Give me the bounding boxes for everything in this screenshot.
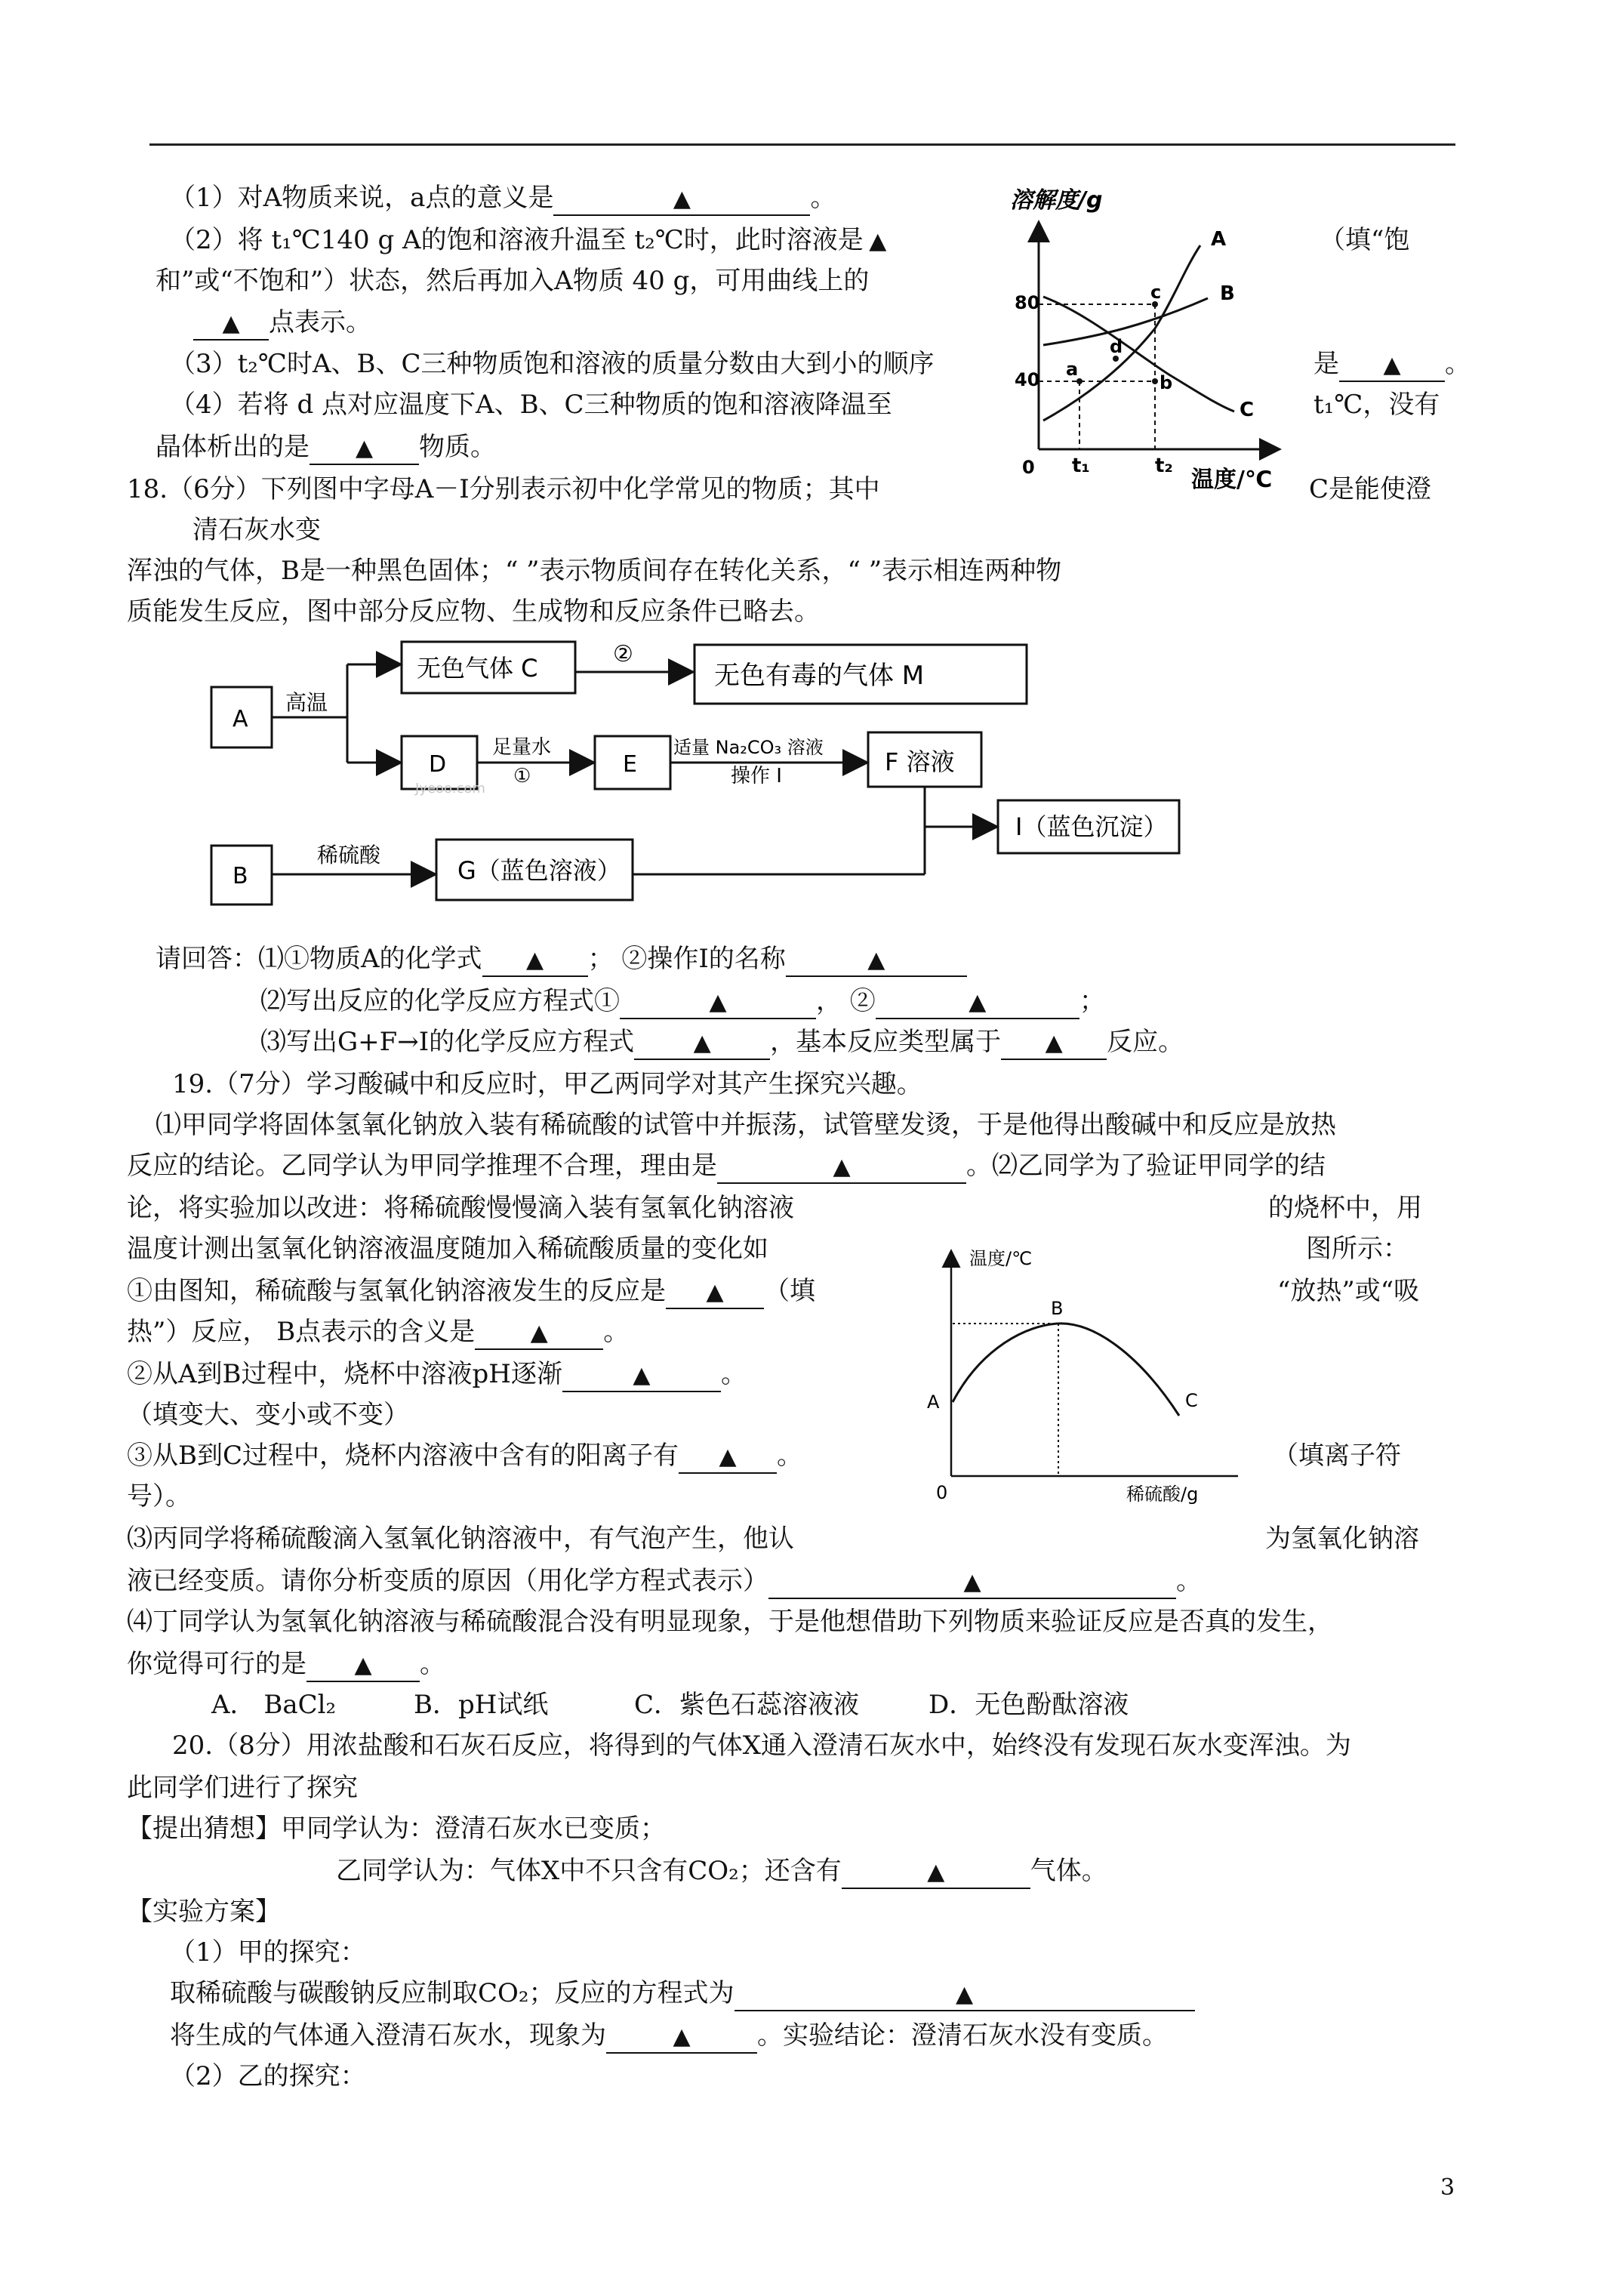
answer-blank[interactable]: ▲ <box>876 989 1079 1019</box>
curve-b <box>1043 298 1208 345</box>
q19-line9: （填变大、变小或不变） <box>127 1400 409 1430</box>
chart-ylabel: 溶解度/g <box>1010 187 1103 214</box>
q20-part1-line2: 将生成的气体通入澄清石灰水，现象为 ▲ 。实验结论：澄清石灰水没有变质。 <box>170 2019 1168 2054</box>
label-circ1: ① <box>513 765 531 787</box>
answer-blank[interactable]: ▲ <box>310 435 419 465</box>
q19-line6: ①由图知，稀硫酸与氢氧化钠溶液发生的反应是 ▲ （填 <box>127 1274 815 1309</box>
label-d: d <box>1110 336 1123 357</box>
q18-stem-line3: 浑浊的气体，B是一种黑色固体；“ ”表示物质间存在转化关系，“ ”表示相连两种物 <box>127 556 1062 586</box>
answer-blank[interactable]: ▲ <box>1339 352 1445 382</box>
q18-stem-line1: 18.（6分）下列图中字母A－I分别表示初中化学常见的物质；其中 <box>127 474 880 504</box>
label-C: C <box>1185 1390 1198 1411</box>
q20-hypothesis-2: 乙同学认为：气体X中不只含有CO₂；还含有 ▲ 气体。 <box>336 1854 1107 1889</box>
label-M: 无色有毒的气体 M <box>714 661 925 691</box>
answer-blank[interactable]: ▲ <box>634 1030 770 1060</box>
q18-stem-line2: 清石灰水变 <box>192 515 321 545</box>
y-tick-40: 40 <box>1015 369 1040 390</box>
q19-line2: ⑴甲同学将固体氢氧化钠放入装有稀硫酸的试管中并振荡，试管壁发烫，于是他得出酸碱中和反应是放热 <box>156 1110 1336 1140</box>
answer-blank[interactable]: ▲ <box>786 947 967 977</box>
answer-blank[interactable]: ▲ <box>620 989 816 1019</box>
q18-stem-right: C是能使澄 <box>1309 474 1432 504</box>
q19-line15: 你觉得可行的是 ▲ 。 <box>127 1647 445 1682</box>
answer-blank[interactable]: ▲ <box>869 228 887 254</box>
q19-line13: 液已经变质。请你分析变质的原因（用化学方程式表示） ▲ 。 <box>127 1564 1202 1599</box>
q17-part2-line2: 和”或“不饱和”）状态，然后再加入A物质 40 g，可用曲线上的 <box>156 266 870 296</box>
q19-line11: 号）。 <box>127 1481 191 1512</box>
y-tick-80: 80 <box>1015 292 1040 313</box>
q17-part4-right: t₁℃，没有 <box>1313 390 1440 420</box>
label-F: F 溶液 <box>885 747 955 776</box>
chart-xlabel: 温度/℃ <box>1191 467 1273 493</box>
q19-line10: ③从B到C过程中，烧杯内溶液中含有的阳离子有 ▲ 。 <box>127 1439 802 1474</box>
label-water: 足量水 <box>492 736 552 759</box>
q19-line8: ②从A到B过程中，烧杯中溶液pH逐渐 ▲ 。 <box>127 1358 747 1392</box>
answer-blank[interactable]: ▲ <box>193 310 269 341</box>
q18-answer3: ⑶写出G+F→I的化学反应方程式 ▲ ，基本反应类型属于 ▲ 反应。 <box>260 1025 1184 1060</box>
answer-blank[interactable]: ▲ <box>735 1981 1195 2011</box>
answer-blank[interactable]: ▲ <box>306 1652 420 1682</box>
q17-part2-line1: （2）将 t₁℃140 g A的饱和溶液升温至 t₂℃时，此时溶液是 ▲ <box>170 223 892 257</box>
point-b <box>1152 378 1158 384</box>
x-tick-t1: t₁ <box>1072 455 1090 477</box>
curve-label-A: A <box>1211 228 1227 251</box>
answer-blank[interactable]: ▲ <box>606 2023 757 2054</box>
label-B: B <box>1051 1298 1064 1319</box>
page-number: 3 <box>1440 2174 1455 2201</box>
temperature-curve <box>953 1324 1179 1416</box>
label-na2co3: 适量 Na₂CO₃ 溶液 <box>673 737 824 758</box>
label-E: E <box>623 751 637 778</box>
q18-answer2: ⑵写出反应的化学反应方程式① ▲ ， ② ▲ ； <box>260 985 1105 1019</box>
label-acid: 稀硫酸 <box>317 843 381 868</box>
q19-option-d[interactable]: D．无色酚酞溶液 <box>929 1690 1129 1720</box>
label-c: c <box>1150 282 1162 303</box>
curve-c <box>1043 297 1234 411</box>
q17-part4-line2: 晶体析出的是 ▲ 物质。 <box>156 430 496 465</box>
q20-plan-heading: 【实验方案】 <box>127 1897 281 1927</box>
label-b: b <box>1160 372 1173 393</box>
header-rule <box>149 143 1455 146</box>
chart-origin: 0 <box>936 1482 948 1503</box>
q19-line10-right: （填离子符 <box>1273 1441 1401 1471</box>
label-circ2: ② <box>613 641 633 667</box>
answer-blank[interactable]: ▲ <box>482 947 588 977</box>
q20-part1: （1）甲的探究： <box>170 1937 366 1968</box>
q17-part1: （1）对A物质来说，a点的意义是 ▲ 。 <box>170 181 836 216</box>
q19-option-c[interactable]: C．紫色石蕊溶液液 <box>634 1690 860 1720</box>
q18-answer1: 请回答：⑴①物质A的化学式 ▲ ； ②操作Ⅰ的名称 ▲ <box>156 942 967 977</box>
watermark: Jyeoo.com <box>415 781 485 797</box>
label-A: A <box>927 1391 940 1413</box>
label-B: B <box>233 863 248 889</box>
q17-part2-right: （填“饱 <box>1320 225 1410 255</box>
q19-line4-right: 的烧杯中，用 <box>1268 1193 1422 1223</box>
q19-line6-right: “放热”或“吸 <box>1277 1276 1420 1306</box>
temperature-chart <box>913 1227 1246 1510</box>
answer-blank[interactable]: ▲ <box>1001 1030 1107 1060</box>
answer-blank[interactable]: ▲ <box>768 1569 1176 1599</box>
label-I: I（蓝色沉淀） <box>1015 812 1168 841</box>
q17-part2-line3: ▲ 点表示。 <box>193 306 371 341</box>
x-tick-t2: t₂ <box>1155 455 1173 477</box>
label-a: a <box>1066 359 1079 380</box>
curve-label-B: B <box>1220 282 1235 305</box>
q19-line12: ⑶丙同学将稀硫酸滴入氢氧化钠溶液中，有气泡产生，他认 <box>127 1524 794 1554</box>
q19-line5: 温度计测出氢氧化钠溶液温度随加入稀硫酸质量的变化如 <box>127 1234 768 1264</box>
chart-origin: 0 <box>1022 457 1035 478</box>
q20-part2: （2）乙的探究： <box>170 2061 366 2091</box>
answer-blank[interactable]: ▲ <box>717 1154 966 1184</box>
q17-part3: （3）t₂℃时A、B、C三种物质饱和溶液的质量分数由大到小的顺序 <box>170 349 935 379</box>
q17-part3-right: 是 ▲ 。 <box>1313 347 1471 382</box>
q19-line14: ⑷丁同学认为氢氧化钠溶液与稀硫酸混合没有明显现象，于是他想借助下列物质来验证反应是否真的发生， <box>127 1607 1333 1637</box>
answer-blank[interactable]: ▲ <box>842 1859 1030 1889</box>
answer-blank[interactable]: ▲ <box>666 1279 764 1309</box>
q17-part4: （4）若将 d 点对应温度下A、B、C三种物质的饱和溶液降温至 <box>170 390 892 420</box>
q19-line5-right: 图所示： <box>1306 1234 1409 1264</box>
label-G: G（蓝色溶液） <box>457 856 621 885</box>
q20-part1-line1: 取稀硫酸与碳酸钠反应制取CO₂；反应的方程式为 ▲ <box>170 1977 1195 2011</box>
answer-blank[interactable]: ▲ <box>562 1362 721 1392</box>
label-C: 无色气体 C <box>417 654 538 683</box>
q19-line4: 论，将实验加以改进：将稀硫酸慢慢滴入装有氢氧化钠溶液 <box>127 1193 794 1223</box>
reaction-flow-diagram <box>196 634 1253 906</box>
answer-blank[interactable]: ▲ <box>475 1320 603 1350</box>
label-gaowen: 高温 <box>285 690 328 715</box>
q20-stem-line1: 20.（8分）用浓盐酸和石灰石反应，将得到的气体X通入澄清石灰水中，始终没有发现石灰水变浑浊。为 <box>172 1730 1351 1761</box>
curve-a <box>1043 245 1200 421</box>
label-D: D <box>429 751 447 778</box>
q19-stem: 19.（7分）学习酸碱中和反应时，甲乙两同学对其产生探究兴趣。 <box>172 1069 922 1099</box>
chart-ylabel: 温度/℃ <box>969 1248 1033 1269</box>
chart-xlabel: 稀硫酸/g <box>1126 1484 1199 1505</box>
q18-stem-line4: 质能发生反应，图中部分反应物、生成物和反应条件已略去。 <box>127 596 820 627</box>
answer-blank[interactable]: ▲ <box>553 186 810 216</box>
label-A: A <box>233 706 248 732</box>
q19-line12-right: 为氢氧化钠溶 <box>1265 1524 1419 1554</box>
q19-line7: 热”）反应， B点表示的含义是 ▲ 。 <box>127 1315 629 1350</box>
q20-hypothesis-1: 【提出猜想】甲同学认为：澄清石灰水已变质； <box>127 1814 666 1844</box>
answer-blank[interactable]: ▲ <box>679 1444 777 1474</box>
solubility-chart <box>996 177 1298 502</box>
q19-option-b[interactable]: B．pH试纸 <box>414 1690 549 1720</box>
q19-line3: 反应的结论。乙同学认为甲同学推理不合理，理由是 ▲ 。⑵乙同学为了验证甲同学的结 <box>127 1149 1326 1184</box>
curve-label-C: C <box>1240 399 1255 421</box>
q19-option-a[interactable]: A． BaCl₂ <box>211 1690 337 1720</box>
q20-stem-line2: 此同学们进行了探究 <box>127 1773 358 1803</box>
label-op1: 操作 I <box>731 765 782 787</box>
